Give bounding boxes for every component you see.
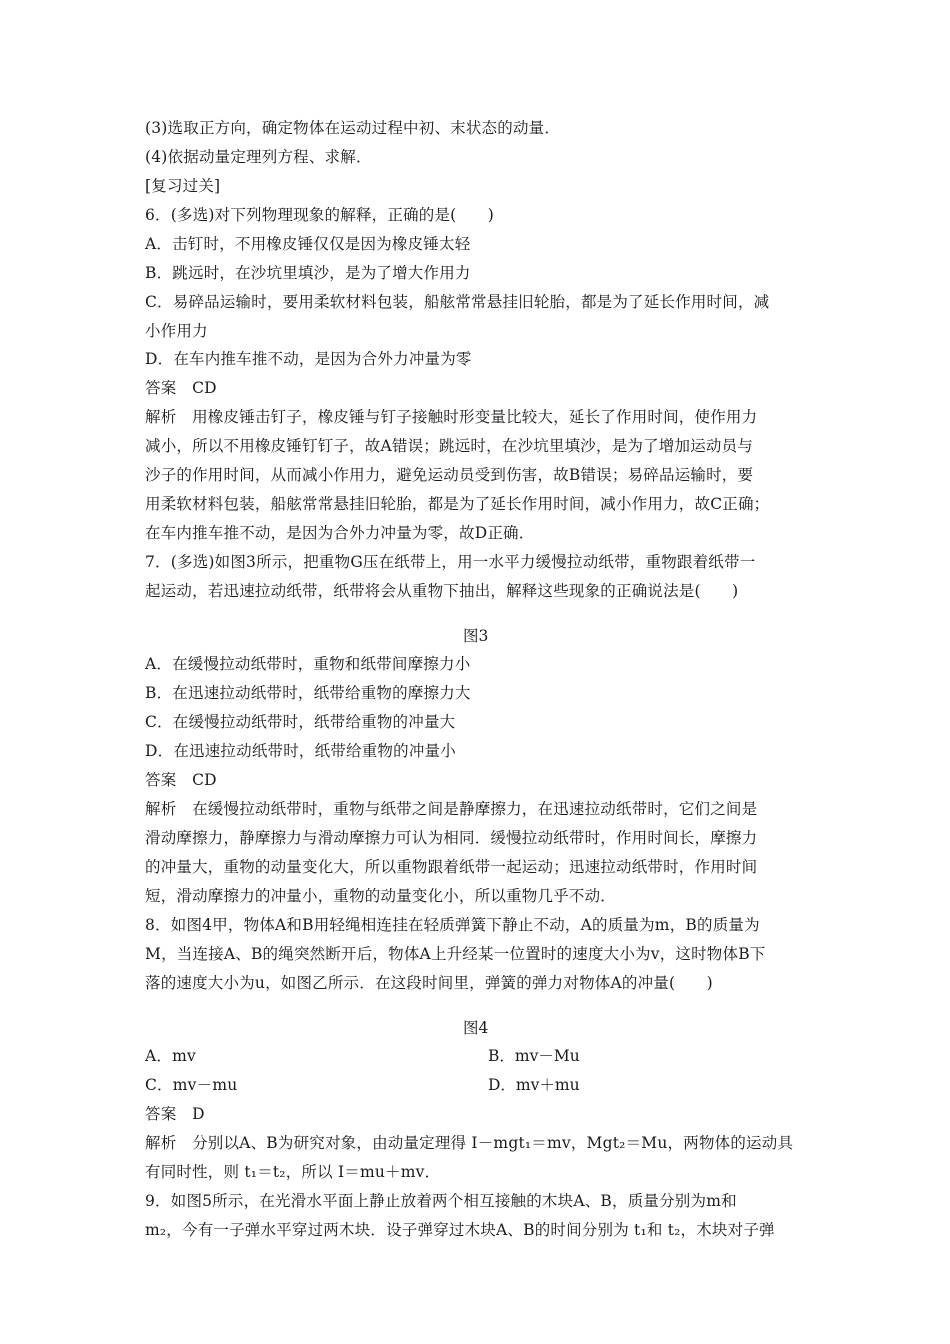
q8-option-b: B．mv－Mu (488, 1047, 580, 1065)
question-8-stem-1: 8．如图4甲，物体A和B用轻绳相连挂在轻质弹簧下静止不动，A的质量为m，B的质量为 (145, 916, 760, 934)
question-9-stem-2: m₂，今有一子弹水平穿过两木块．设子弹穿过木块A、B的时间分别为 t₁和 t₂，木块对子弹 (145, 1221, 775, 1239)
question-6-stem: 6．(多选)对下列物理现象的解释，正确的是( ) (145, 206, 495, 224)
q6-option-a: A．击钉时，不用橡皮锤仅仅是因为橡皮锤太轻 (145, 235, 471, 253)
q7-explanation-1: 解析 在缓慢拉动纸带时，重物与纸带之间是静摩擦力，在迅速拉动纸带时，它们之间是 (145, 800, 758, 818)
q8-option-c: C．mv－mu (145, 1076, 238, 1094)
q6-explanation-2: 减小，所以不用橡皮锤钉钉子，故A错误；跳远时，在沙坑里填沙，是为了增加运动员与 (145, 437, 753, 455)
q6-explanation-1: 解析 用橡皮锤击钉子，橡皮锤与钉子接触时形变量比较大，延长了作用时间，使作用力 (145, 408, 758, 426)
q8-option-a: A．mv (145, 1047, 196, 1065)
q7-option-a: A．在缓慢拉动纸带时，重物和纸带间摩擦力小 (145, 655, 471, 673)
q7-answer: 答案 CD (145, 771, 217, 789)
question-8-stem-3: 落的速度大小为u，如图乙所示．在这段时间里，弹簧的弹力对物体A的冲量( ) (145, 974, 713, 992)
question-7-stem-1: 7．(多选)如图3所示，把重物G压在纸带上，用一水平力缓慢拉动纸带，重物跟着纸带一 (145, 553, 756, 571)
question-9-stem-1: 9．如图5所示，在光滑水平面上静止放着两个相互接触的木块A、B，质量分别为m和 (145, 1192, 737, 1210)
q6-explanation-5: 在车内推车推不动，是因为合外力冲量为零，故D正确． (145, 524, 535, 542)
q6-answer: 答案 CD (145, 379, 217, 397)
q7-explanation-4: 短，滑动摩擦力的冲量小，重物的动量变化小，所以重物几乎不动． (145, 887, 617, 905)
q6-explanation-4: 用柔软材料包装，船舷常常悬挂旧轮胎，都是为了延长作用时间，减小作用力，故C正确； (145, 495, 770, 513)
q6-option-b: B．跳远时，在沙坑里填沙，是为了增大作用力 (145, 264, 471, 282)
figure-4-caption: 图4 (463, 1019, 489, 1037)
q8-answer: 答案 D (145, 1105, 205, 1123)
q7-option-c: C．在缓慢拉动纸带时，纸带给重物的冲量大 (145, 713, 456, 731)
q8-explanation-2: 有同时性，则 t₁＝t₂，所以 I＝mu＋mv． (145, 1163, 441, 1181)
q7-explanation-2: 滑动摩擦力，静摩擦力与滑动摩擦力可认为相同．缓慢拉动纸带时，作用时间长，摩擦力 (145, 829, 758, 847)
q7-option-b: B．在迅速拉动纸带时，纸带给重物的摩擦力大 (145, 684, 471, 702)
question-7-stem-2: 起运动，若迅速拉动纸带，纸带将会从重物下抽出，解释这些现象的正确说法是( ) (145, 582, 739, 600)
text-line-step4: (4)依据动量定理列方程、求解． (145, 148, 372, 166)
q7-option-d: D．在迅速拉动纸带时，纸带给重物的冲量小 (145, 742, 456, 760)
q6-option-c-cont: 小作用力 (145, 322, 208, 340)
q6-explanation-3: 沙子的作用时间，从而减小作用力，避免运动员受到伤害，故B错误；易碎品运输时，要 (145, 466, 754, 484)
figure-3-caption: 图3 (463, 627, 489, 645)
q7-explanation-3: 的冲量大，重物的动量变化大，所以重物跟着纸带一起运动；迅速拉动纸带时，作用时间 (145, 858, 758, 876)
q8-explanation-1: 解析 分别以A、B为研究对象，由动量定理得 I－mgt₁＝mv，Mgt₂＝Mu，两物体的运动具 (145, 1134, 794, 1152)
q6-option-c: C．易碎品运输时，要用柔软材料包装，船舷常常悬挂旧轮胎，都是为了延长作用时间，减 (145, 293, 770, 311)
section-heading-review: [复习过关] (145, 177, 221, 195)
q8-option-d: D．mv＋mu (488, 1076, 580, 1094)
q6-option-d: D．在车内推车推不动，是因为合外力冲量为零 (145, 350, 472, 368)
text-line-step3: (3)选取正方向，确定物体在运动过程中初、末状态的动量． (145, 119, 561, 137)
question-8-stem-2: M，当连接A、B的绳突然断开后，物体A上升经某一位置时的速度大小为v，这时物体B下 (145, 945, 766, 963)
